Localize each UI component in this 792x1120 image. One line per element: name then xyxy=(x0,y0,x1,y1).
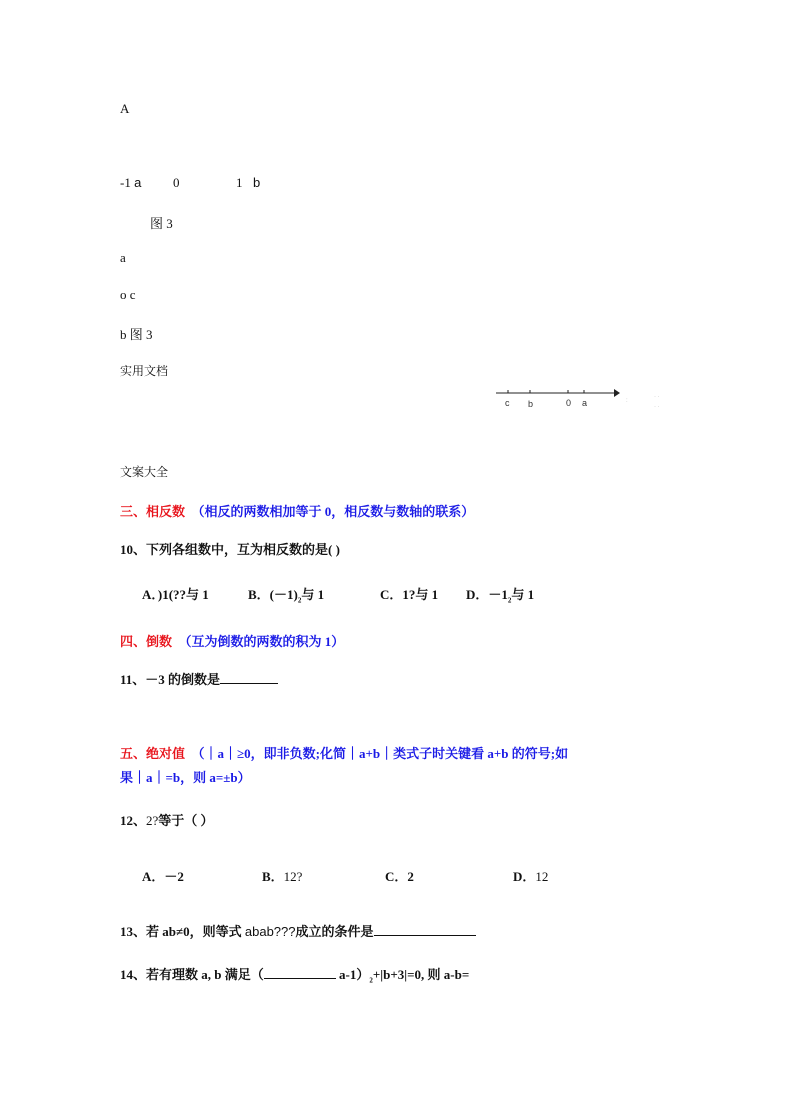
q10-option-d-text2: 与 1 xyxy=(511,587,535,602)
number-line-label-0: 0 xyxy=(566,398,572,408)
question-12 xyxy=(120,810,214,829)
question-13-expr: abab??? xyxy=(244,924,296,939)
question-10: 10、下列各组数中，互为相反数的是( ) xyxy=(120,542,340,557)
question-14 xyxy=(120,964,469,985)
axis-label-a: a xyxy=(134,175,142,190)
question-14-blank xyxy=(264,966,336,979)
section-5-note-line1: （｜a｜≥0，即非负数;化简｜a+b｜类式子时关键看 a+b 的符号;如 xyxy=(191,746,569,761)
q10-option-b-sub: 2 xyxy=(297,596,302,605)
q12-option-c: C．2 xyxy=(385,869,414,884)
number-line-figure xyxy=(494,386,684,416)
q10-option-b xyxy=(248,584,324,605)
figure-caption-1: 图 3 xyxy=(150,216,173,231)
section-3-title: 三、相反数 xyxy=(120,504,186,519)
q10-option-d xyxy=(466,584,534,605)
number-line-arrow xyxy=(614,389,620,397)
q10-option-b-text2: 与 1 xyxy=(301,587,325,602)
section-5-heading xyxy=(120,743,568,762)
label-b-figure: b 图 3 xyxy=(120,327,153,342)
section-5-title: 五、绝对值 xyxy=(120,746,186,761)
question-14-mid: a-1） xyxy=(335,967,370,982)
section-4-heading xyxy=(120,631,344,650)
question-12-suffix: 等于（ ） xyxy=(158,813,214,828)
section-4-note: （互为倒数的两数的积为 1） xyxy=(178,634,345,649)
question-14-tail: +|b+3|=0, 则 a-b= xyxy=(372,967,470,982)
watermark-bottom: 文案大全 xyxy=(120,465,169,479)
axis-row xyxy=(120,175,141,191)
faint-dots-2: · · xyxy=(654,394,660,400)
question-11 xyxy=(120,669,278,688)
question-13-blank xyxy=(374,923,476,936)
q12-option-b-label: B． xyxy=(262,869,284,884)
axis-label-0: 0 xyxy=(173,175,180,190)
section-3-heading xyxy=(120,501,474,520)
q12-option-d-label: D． xyxy=(513,869,536,884)
number-line-label-b: b xyxy=(528,399,534,409)
axis-label-minus1: -1 xyxy=(120,175,131,190)
q12-option-a: A．－2 xyxy=(142,869,184,884)
question-12-prefix: 12、 xyxy=(120,813,147,828)
section-5-note-line2: 果｜a｜=b，则 a=±b） xyxy=(120,770,251,785)
q12-option-b xyxy=(262,866,302,885)
label-A: A xyxy=(120,101,130,116)
faint-dots-3: · · xyxy=(654,404,660,410)
question-13-suffix: 成立的条件是 xyxy=(295,924,374,939)
watermark-top: 实用文档 xyxy=(120,364,169,378)
number-line-label-a: a xyxy=(582,398,588,408)
label-oc: o c xyxy=(120,287,136,302)
q12-option-d xyxy=(513,866,548,885)
faint-dots-1: : xyxy=(626,398,628,404)
q12-option-d-value: 12 xyxy=(535,869,549,884)
section-4-title: 四、倒数 xyxy=(120,634,173,649)
question-14-prefix: 14、若有理数 a, b 满足（ xyxy=(120,967,264,982)
q10-option-b-text: B．(－1) xyxy=(248,587,298,602)
section-3-note: （相反的两数相加等于 0，相反数与数轴的联系） xyxy=(191,504,475,519)
question-12-expr: 2? xyxy=(146,813,159,828)
q10-option-a: A．)1(??与 1 xyxy=(142,587,209,602)
label-a: a xyxy=(120,250,126,265)
question-11-blank xyxy=(220,671,278,684)
number-line-label-c: c xyxy=(505,398,510,408)
q10-option-d-text: D．－1 xyxy=(466,587,508,602)
question-11-text: 11、－3 的倒数是 xyxy=(120,672,221,687)
axis-label-b: b xyxy=(253,175,261,190)
q10-option-c: C．1?与 1 xyxy=(380,587,439,602)
question-13 xyxy=(120,921,476,940)
question-13-prefix: 13、若 ab≠0，则等式 xyxy=(120,924,245,939)
question-14-sup: 2 xyxy=(369,976,373,985)
q10-option-d-sub: 2 xyxy=(507,596,512,605)
axis-label-1: 1 xyxy=(236,175,243,190)
q12-option-b-value: 12? xyxy=(283,869,303,884)
